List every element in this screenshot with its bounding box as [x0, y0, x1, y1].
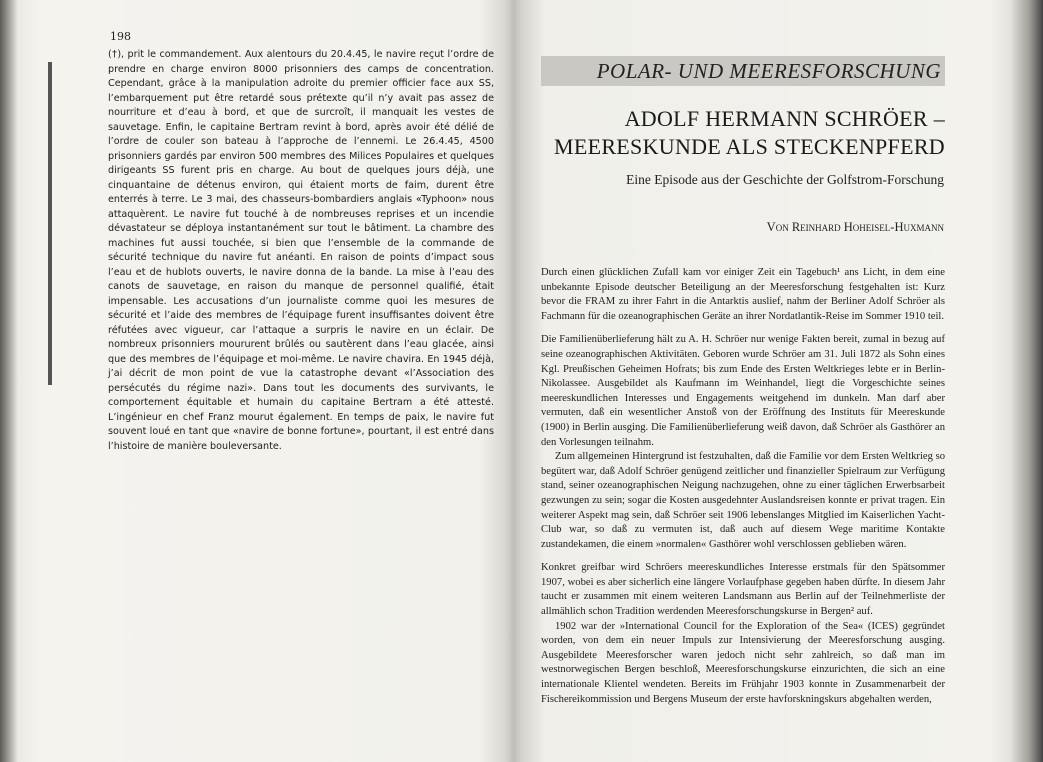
paragraph-5: 1902 war der »International Council for the Exploration of the Sea« (ICES) gegründet worden, von dem ein neuer Impuls zur Intensivierung der Meeresforschung ausging. Ausgebildete Meeresforscher waren jedoch nicht sehr zahlreich, so daß man im westnorwegischen Bergen beschloß, Meeresforschungskurse einzurichten, die sich an eine internationale Klientel wendeten. Bereits im Frühjahr 1903 konnte in Zusammenarbeit der Fischereikommission und Bergens Museum der erste havforskningskurs abgehalten werden, — [541, 620, 945, 705]
title-line-1: ADOLF HERMANN SCHRÖER – — [624, 106, 945, 131]
article-subtitle: Eine Episode aus der Geschichte der Golfstrom-Forschung — [626, 172, 944, 187]
left-text-block — [108, 48, 494, 454]
page-number: 198 — [110, 30, 131, 43]
article-author: Von Reinhard Hoheisel-Huxmann — [766, 220, 944, 234]
paragraph-3: Zum allgemeinen Hintergrund ist festzuhalten, daß die Familie vor dem Ersten Weltkrieg so begütert war, daß Adolf Schröer genügend zeitlicher und finanzieller Spielraum zur Verfügung stand, seiner ozeanographischen Neigung nachzugehen, ohne zu einer täglichen Erwerbsarbeit gezwungen zu sein; sogar die Kosten ausgedehnter Auslandsreisen konnte er privat tragen. Ein weiterer Aspekt mag sein, daß Schröer seit 1906 lebenslanges Mitglied im Kaiserlichen Yacht-Club war, so daß zu vermuten ist, daß auch auf diesem Wege maritime Kontakte zustandekamen, die einem »normalen« Gasthörer wohl verschlossen geblieben wären. — [541, 451, 945, 550]
left-paragraph: (†), prit le commandement. Aux alentours du 20.4.45, le navire reçut l’ordre de prendre en charge environ 8000 prisonniers des camps de concentration. Cependant, grâce à la manipulation adroite du premier officier face aux SS, l’embarquement put être retardé sous prétexte qu’il n’y avait pas assez de nourriture et d’eau à bord, et que de surcroît, il manquait les vestes de sauvetage. Enfin, le capitaine Bertram revint à bord, après avoir été délié de l’ordre de couler son bateau à l’approche de l’ennemi. Le 26.4.45, 4500 prisonniers gardés par environ 500 membres des Milices Populaires et quelques dirigeants SS furent pris en charge. Au bout de quelques jours déjà, une cinquantaine de détenus environ, qui étaient morts de faim, durent être enterrés à terre. Le 3 mai, des chasseurs-bombardiers anglais «Typhoon» nous attaquèrent. Le navire fut touché à de nombreuses reprises et un incendie dévastateur se déploya instantanément sur tout le bâtiment. La chambre des machines fut aussi touchée, si bien que l’ensemble de la commande de sécurité technique du navire fut anéanti. En raison de points d’impact sous l’eau et de hublots ouverts, le navire donna de la bande. La mise à l’eau des canots de sauvetage, en raison du manque de personnel qualifié, était impensable. Les accusations d’un journaliste comme quoi les mesures de sécurité et l’aide des membres de l’équipage furent insuffisantes doivent être réfutées avec vigueur, car l’attaque a surpris le navire en un éclair. De nombreux prisonniers moururent brûlés ou sautèrent dans l’eau glacée, ainsi que des membres de l’équipage et moi-même. Le navire chavira. En 1945 déjà, j’ai décrit de mon point de vue la catastrophe devant «l’Association des persécutés du régime nazi». Dans tout les documents des survivants, le comportement équitable et humain du capitaine Bertram a été attesté. L’ingénieur en chef Franz mourut également. En temps de paix, le navire fut souvent loué en tant que «navire de bonne fortune», pourtant, il est entré dans l’histoire de manière bouleversante. — [108, 49, 494, 452]
paragraph-2: Die Familienüberlieferung hält zu A. H. Schröer nur wenige Fakten bereit, zumal in bezug auf seine ozeanographischen Aktivitäten. Geboren wurde Schröer am 31. Juli 1872 als Sohn eines Kgl. Preußischen Geheimen Hofrats; bis zum Ende des Ersten Weltkrieges lebte er in Berlin-Nikolassee. Ausgebildet als Kaufmann im Weinhandel, liegt die Vorgeschichte seines meereskundlichen Interesses und Engagements weitgehend im dunkeln. Man darf aber vermuten, daß ein wesentlicher Anstoß von der Eröffnung des Instituts für Meereskunde (1900) in Berlin ausging. Die Familienüberlieferung weiß davon, daß Schröer als Gasthörer an den Vorlesungen teilnahm. — [541, 334, 945, 448]
right-text-block — [541, 266, 945, 716]
margin-bar — [48, 62, 52, 385]
paragraph-1: Durch einen glücklichen Zufall kam vor einiger Zeit ein Tagebuch¹ ans Licht, in dem eine unbekannte Episode deutscher Beteiligung an der Meeresforschung festgehalten ist: Kurz bevor die FRAM zu ihrer Fahrt in die Antarktis auslief, nahm der Berliner Adolf Schröer als Fachmann für die ozeanographischen Geräte an ihrer Nordatlantik-Reise im Sommer 1910 teil. — [541, 267, 945, 322]
section-header: POLAR- UND MEERESFORSCHUNG — [596, 59, 941, 83]
article-title — [541, 105, 945, 161]
title-line-2: MEERESKUNDE ALS STECKENPFERD — [554, 134, 945, 159]
paragraph-4: Konkret greifbar wird Schröers meereskundliches Interesse erstmals für den Spätsommer 1907, wobei es aber sicherlich eine längere Vorlaufphase gegeben haben dürfte. In diesem Jahr taucht er zusammen mit einem weiteren Landsmann aus Berlin auf der Teilnehmerliste der allmählich schon Tradition werdenden Meeresforschungskurse in Bergen² auf. — [541, 562, 945, 618]
